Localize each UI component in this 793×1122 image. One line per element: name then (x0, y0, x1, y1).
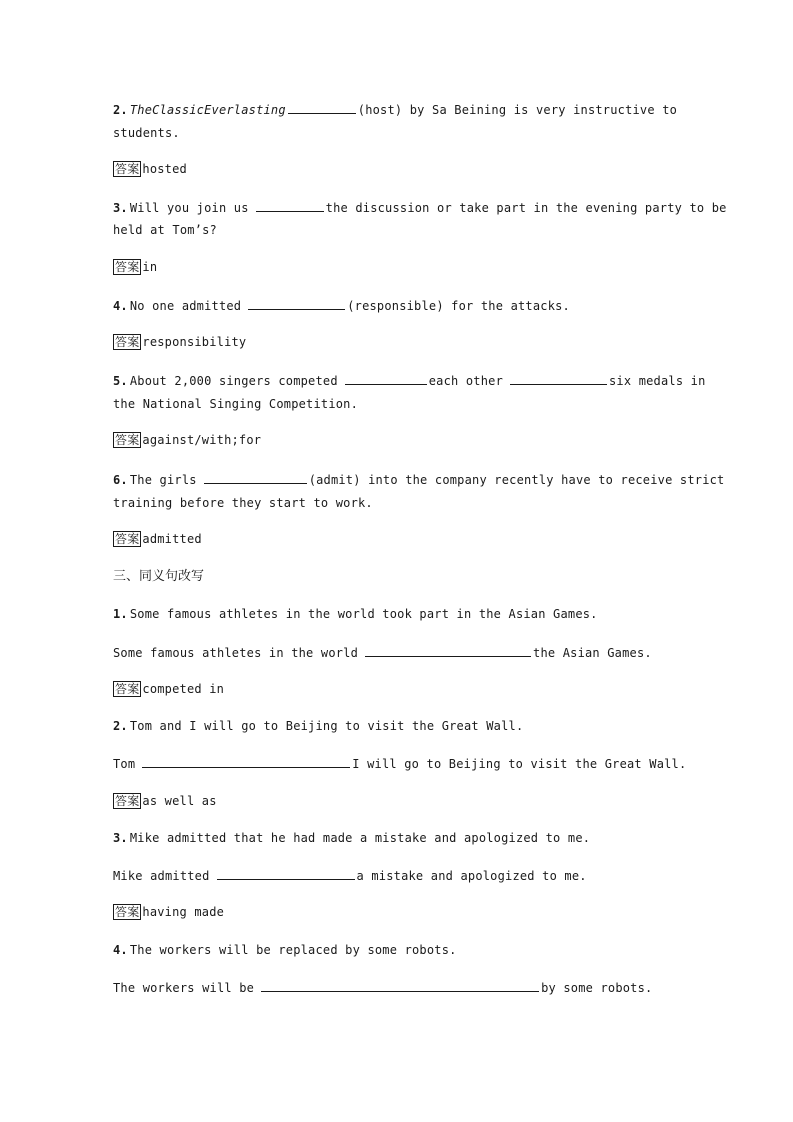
original-sentence: Tom and I will go to Beijing to visit the Great Wall. (129, 719, 524, 733)
question-6 (113, 471, 724, 488)
answer-tag: 答案 (115, 335, 140, 349)
answer-blank[interactable] (248, 297, 345, 310)
answer-text: hosted (142, 162, 187, 176)
section-title: 三、同义句改写 (113, 569, 205, 584)
question-text: Will you join us (129, 201, 249, 215)
question-2 (113, 101, 677, 118)
answer-blank[interactable] (142, 755, 350, 768)
rewrite-text: Mike admitted (113, 869, 210, 883)
answer-text: competed in (142, 682, 225, 696)
rewrite-question-4 (113, 942, 457, 958)
rewrite-question-3 (113, 830, 590, 846)
question-text: (host) by Sa Beining is very instructive to (357, 103, 678, 117)
question-text: (responsible) for the attacks. (347, 299, 570, 313)
answer-text: against/with;for (142, 433, 262, 447)
answer-tag: 答案 (115, 794, 140, 808)
answer-4 (113, 334, 246, 350)
rewrite-answer-2 (113, 793, 217, 809)
answer-2 (113, 161, 187, 177)
question-text: About 2,000 singers competed (129, 374, 338, 388)
answer-blank[interactable] (365, 644, 531, 657)
question-5-cont (113, 396, 358, 412)
question-number: 3. (113, 831, 128, 845)
question-3 (113, 199, 727, 216)
question-number: 1. (113, 607, 128, 621)
rewrite-text: I will go to Beijing to visit the Great Wall. (352, 757, 687, 771)
question-text: No one admitted (129, 299, 242, 313)
question-3-cont (113, 222, 217, 238)
question-text: training before they start to work. (113, 496, 373, 510)
rewrite-line-1 (113, 644, 652, 661)
question-text: each other (428, 374, 503, 388)
question-number: 4. (113, 943, 128, 957)
rewrite-line-3 (113, 867, 587, 884)
rewrite-text: a mistake and apologized to me. (356, 869, 587, 883)
question-text: The girls (129, 473, 197, 487)
answer-5 (113, 432, 261, 448)
rewrite-text: Tom (113, 757, 136, 771)
question-text: the discussion or take part in the evening party to be (325, 201, 727, 215)
rewrite-question-1 (113, 606, 598, 622)
answer-blank[interactable] (217, 867, 355, 880)
answer-blank[interactable] (510, 372, 607, 385)
question-2-cont (113, 125, 180, 141)
original-sentence: Some famous athletes in the world took part in the Asian Games. (129, 607, 598, 621)
answer-blank[interactable] (204, 471, 307, 484)
answer-blank[interactable] (261, 979, 539, 992)
answer-text: as well as (142, 794, 217, 808)
rewrite-question-2 (113, 718, 523, 734)
question-text: the National Singing Competition. (113, 397, 359, 411)
answer-blank[interactable] (345, 372, 427, 385)
answer-text: having made (142, 905, 225, 919)
question-number: 4. (113, 299, 128, 313)
question-number: 3. (113, 201, 128, 215)
question-number: 2. (113, 103, 128, 117)
rewrite-text: The workers will be (113, 981, 255, 995)
answer-blank[interactable] (256, 199, 324, 212)
rewrite-text: by some robots. (541, 981, 653, 995)
question-text: students. (113, 126, 180, 140)
answer-text: in (142, 260, 158, 274)
question-text: six medals in (609, 374, 706, 388)
rewrite-line-4 (113, 979, 652, 996)
rewrite-text: the Asian Games. (533, 646, 652, 660)
answer-text: admitted (142, 532, 202, 546)
answer-tag: 答案 (115, 162, 140, 176)
question-number: 2. (113, 719, 128, 733)
original-sentence: The workers will be replaced by some robots. (129, 943, 457, 957)
question-text: (admit) into the company recently have to receive strict (308, 473, 725, 487)
question-number: 5. (113, 374, 128, 388)
answer-tag: 答案 (115, 682, 140, 696)
answer-3 (113, 259, 157, 275)
answer-tag: 答案 (115, 433, 140, 447)
rewrite-answer-3 (113, 904, 224, 920)
answer-tag: 答案 (115, 260, 140, 274)
question-number: 6. (113, 473, 128, 487)
answer-blank[interactable] (288, 101, 356, 114)
question-5 (113, 372, 706, 389)
answer-6 (113, 531, 202, 547)
answer-tag: 答案 (115, 905, 140, 919)
rewrite-line-2 (113, 755, 686, 772)
answer-text: responsibility (142, 335, 247, 349)
rewrite-text: Some famous athletes in the world (113, 646, 359, 660)
question-6-cont (113, 495, 373, 511)
question-4 (113, 297, 570, 314)
question-text: held at Tom’s? (113, 223, 217, 237)
original-sentence: Mike admitted that he had made a mistake and apologized to me. (129, 831, 591, 845)
rewrite-answer-1 (113, 681, 224, 697)
program-title: TheClassicEverlasting (129, 103, 286, 117)
answer-tag: 答案 (115, 532, 140, 546)
